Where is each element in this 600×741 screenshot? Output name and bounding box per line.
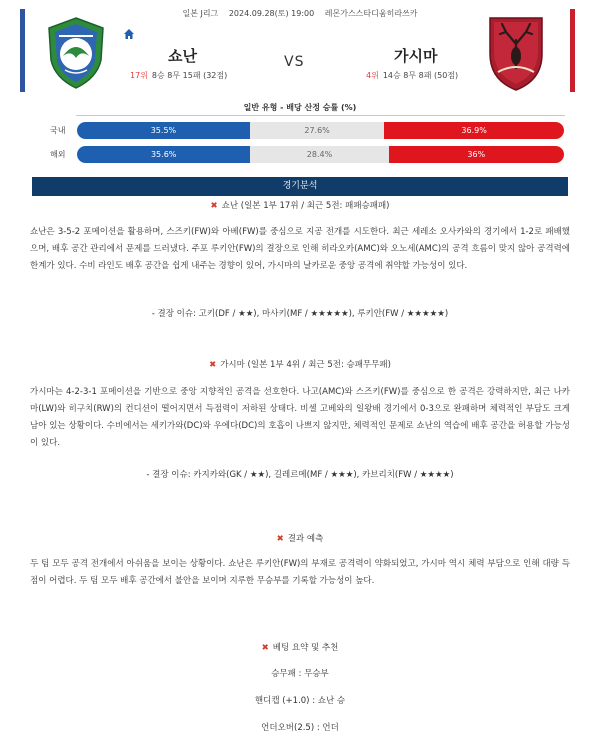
stadium-name: 레몬가스스타디움히라쓰카 [324,9,418,18]
vote-away-segment: 36% [389,146,564,163]
home-record [130,70,227,81]
vote-row-label: 해외 [50,150,66,159]
bet-result: 승무패 : 무승부 [271,669,329,679]
cross-icon: ✖ [210,201,218,211]
vote-away-segment: 36.9% [384,122,564,139]
away-team-name: 가시마 [394,47,438,65]
betting-title-text: 베팅 요약 및 추천 [272,643,339,653]
home-rank: 17위 [130,71,148,80]
home-team-name: 쇼난 [168,47,197,65]
vote-draw-segment: 28.4% [250,146,388,163]
away-absence-note: - 결장 이슈: 카지카와(GK / ★★), 길레르메(MF / ★★★), 카브리치(FW / ★★★★) [146,470,454,480]
cross-icon: ✖ [276,534,284,544]
away-analysis-title [0,358,600,370]
league-name: 일본 J리그 [182,9,219,18]
home-analysis-title-text: 쇼난 (일본 1부 17위 / 최근 5전: 패패승패패) [221,201,390,211]
bet-over-under: 언더오버(2.5) : 언더 [261,723,339,733]
vote-row-domestic [0,122,600,139]
analysis-header: 경기분석 [32,177,568,196]
cross-icon: ✖ [209,360,217,370]
away-analysis-title-text: 가시마 (일본 1부 4위 / 최근 5전: 승패무무패) [220,360,391,370]
home-team-logo [45,16,107,90]
divider [76,115,565,116]
vote-title: 일반 유형 - 배당 산정 승률 (%) [243,103,357,112]
home-analysis-title [0,199,600,211]
vote-draw-segment: 27.6% [250,122,384,139]
bet-handicap: 핸디캡 (+1.0) : 쇼난 승 [254,696,346,706]
house-icon[interactable] [123,28,135,40]
vs-label: VS [284,54,305,70]
vote-bar [77,146,564,163]
home-record-text: 8승 8무 15패 (32점) [151,71,228,80]
prediction-text: 두 팀 모두 공격 전개에서 아쉬움을 보이는 상황이다. 쇼난은 루키안(FW)의 부재로 공격력이 약화되었고, 가시마 역시 체력 부담으로 인해 대량 득점이 어렵다. 두 팀 모두 배후 공간에서 불안을 보이며 지루한 무승부를 기록할 가능성이 높다. [30,559,570,586]
vote-row-label: 국내 [50,126,66,135]
home-analysis-text: 쇼난은 3-5-2 포메이션을 활용하며, 스즈키(FW)와 아베(FW)를 중심으로 지공 전개를 시도한다. 최근 세레소 오사카와의 경기에서 1-2로 패배했으며, 배후 공간 관리에서 문제를 드러냈다. 주포 루키안(FW)의 결장으로 인해 히라오카(AMC)와 오노세(AMC)의 공격 흐름이 맞지 않아 공격력에 한계가 있다. 수비 라인도 배후 공간을 쉽게 내주는 경향이 있어, 가시마의 날카로운 중앙 공격에 취약할 가능성이 있다. [30,227,570,271]
home-absence-note: - 결장 이슈: 고키(DF / ★★), 마사키(MF / ★★★★★), 루키안(FW / ★★★★★) [151,309,449,319]
cross-icon: ✖ [261,643,269,653]
away-record [366,70,458,81]
vote-home-segment: 35.6% [77,146,250,163]
away-record-text: 14승 8무 8패 (50점) [382,71,459,80]
away-team-logo [484,14,548,92]
match-datetime: 2024.09.28(토) 19:00 [228,9,315,18]
vote-home-segment: 35.5% [77,122,250,139]
prediction-title-text: 결과 예측 [287,534,324,544]
vote-row-overseas [0,146,600,163]
vote-bar [77,122,564,139]
away-analysis-text: 가시마는 4-2-3-1 포메이션을 기반으로 중앙 지향적인 공격을 선호한다. 나고(AMC)와 스즈키(FW)를 중심으로 한 공격은 강력하지만, 최근 나카마(LW)와 히구치(RW)의 컨디션이 떨어지면서 득점력이 저하된 상태다. 비셀 고베와의 일왕배 경기에서 0-3으로 완패하며 체력적인 부담도 크게 남아 있는 상황이다. 수비에서는 세키가와(DC)와 우에다(DC)의 호흡이 나쁘지 않지만, 체력적인 문제로 쇼난의 역습에 배후 공간을 허용할 가능성이 있다. [30,387,570,448]
away-rank: 4위 [366,71,379,80]
away-color-bar [570,9,575,92]
prediction-title [0,532,600,544]
betting-title [0,641,600,653]
home-color-bar [20,9,25,92]
